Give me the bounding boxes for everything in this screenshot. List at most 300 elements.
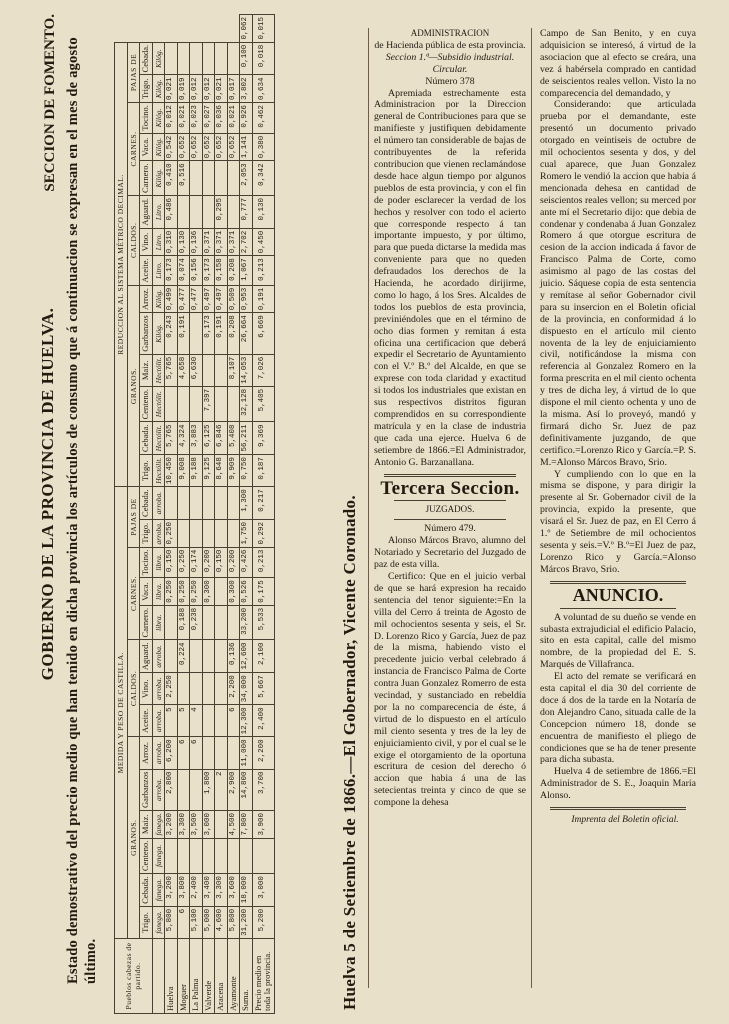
cell-castilla: 0,300	[202, 578, 215, 606]
text-column-2	[540, 28, 696, 827]
cell-suma: 0,926	[240, 103, 253, 134]
cell-metric: 10,450	[165, 455, 178, 487]
cell-medio	[252, 838, 274, 874]
juzgados-heading: JUZGADOS.	[425, 504, 475, 515]
cell-metric: 0,021	[177, 103, 190, 134]
cell-suma: 2,053	[240, 161, 253, 196]
cell-metric: 5,765	[165, 354, 178, 386]
column-divider-right	[531, 28, 532, 988]
divider	[560, 608, 676, 609]
col-header-castilla: Trigo.	[140, 519, 153, 547]
unit-metric: Kilóg.	[152, 313, 165, 354]
unit-metric: Litro.	[152, 195, 165, 228]
unit-castilla: libra.	[152, 547, 165, 578]
cell-empty	[215, 42, 228, 75]
cell-metric: 0,012	[190, 75, 203, 103]
cell-medio: 0,191	[252, 285, 274, 313]
cell-castilla	[215, 705, 228, 737]
table-row	[215, 15, 228, 1014]
cell-suma	[240, 838, 253, 874]
cell-castilla: 0,150	[215, 547, 228, 578]
cell-castilla	[227, 838, 240, 874]
cell-metric: 8,648	[215, 455, 228, 487]
cell-castilla	[165, 838, 178, 874]
cell-metric: 0,477	[190, 285, 203, 313]
cell-castilla	[177, 673, 190, 705]
cell-castilla	[202, 519, 215, 547]
cell-suma: 1,067	[240, 256, 253, 285]
col-header-castilla: Cebada.	[140, 874, 153, 907]
col-pueblos: Pueblos cabezas de partido.	[115, 939, 153, 1014]
cell-metric: 7,397	[202, 386, 215, 422]
cell-medio: 5,667	[252, 673, 274, 705]
cell-metric: 0,509	[227, 285, 240, 313]
cell-metric: 0,023	[190, 103, 203, 134]
cell-metric: 0,295	[215, 195, 228, 228]
col-header-metric: Aceite.	[140, 256, 153, 285]
text-column-1	[374, 28, 526, 809]
cell-castilla	[165, 605, 178, 640]
col-header-metric: Cebada.	[140, 42, 153, 75]
col-header-castilla: Cebada.	[140, 487, 153, 520]
cell-metric: 0,497	[202, 285, 215, 313]
grp-medida: MEDIDA Y PESO DE CASTILLA.	[115, 487, 128, 939]
cell-castilla	[215, 519, 228, 547]
cell-suma: 14,800	[240, 769, 253, 810]
unit-castilla: arroba.	[152, 705, 165, 737]
cell-suma: 33,200	[240, 605, 253, 640]
cell-castilla: 4	[190, 705, 203, 737]
cell-castilla: 2	[215, 769, 228, 810]
cell-metric: 0,652	[190, 133, 203, 161]
sub-granos-2: GRANOS.	[127, 285, 140, 487]
cell-castilla: 0,250	[165, 578, 178, 606]
cell-metric: 6,630	[190, 354, 203, 386]
cell-castilla	[227, 519, 240, 547]
cell-metric: 0,156	[190, 256, 203, 285]
cell-castilla	[215, 487, 228, 520]
rotated-table-section	[38, 0, 368, 1024]
cell-castilla	[227, 605, 240, 640]
cell-medio: 0,292	[252, 519, 274, 547]
cell-medio: 0,018	[252, 42, 274, 75]
row-name: La Palma	[190, 939, 203, 1014]
cell-metric: 9,008	[177, 455, 190, 487]
circular-body: Apremiada estrechamente esta Administracion por la Direccion general de Contribuciones para que se manifieste y justifiquen debidamente el número tan considerable de bajas de contribuyentes de la referida contribucion que vienen reclamándose desde hace algun tiempo por algunos pueblos de esta provincia, y con el fin de poder esclarecer la verdad de los hechos y resolver con todo el acierto que corresponde respecto á tan importante impuesto, y por último, para que pueda dictarse la medida mas conveniente para que no queden defraudados los derechos de la Hacienda, he acordado dirijirme, como lo hago, á los Sres. Alcaldes de todos los pueblos de esta provincia, previniéndoles que en el término de ocho dias formen y remitan á esta oficina una certificacion que deberá expedir el Secretario de Ayuntamiento con el V.º B.º del Alcalde, en que se exprese con toda claridad y exactitud si todos los industriales que existan en sus respectivos distritos figuran comprendidos en su correspondiente matrícula y en la clase de industria que cada una ejerce. Huelva 6 de setiembre de 1866.=El Administrador, Antonio G. Barzanallana.	[374, 87, 526, 468]
cell-metric: 0,136	[190, 228, 203, 256]
divider	[394, 519, 506, 520]
col-header-metric: Centeno.	[140, 386, 153, 422]
col-header-metric: Vino.	[140, 228, 153, 256]
cell-metric	[165, 386, 178, 422]
col-header-metric: Trigo.	[140, 455, 153, 487]
cell-suma: 3,802	[240, 75, 253, 103]
cell-castilla	[190, 769, 203, 810]
cell-suma: 7,800	[240, 811, 253, 839]
cell-castilla: 2,400	[190, 874, 203, 907]
unit-metric: Hectólit.	[152, 455, 165, 487]
col-header-castilla: Centeno.	[140, 838, 153, 874]
cell-metric: 0,371	[202, 228, 215, 256]
col-header-castilla: Aceite.	[140, 705, 153, 737]
divider	[384, 474, 516, 477]
col-header-castilla: Maiz.	[140, 811, 153, 839]
cell-castilla: 0,250	[190, 578, 203, 606]
cell-castilla	[215, 605, 228, 640]
table-row-suma	[240, 15, 253, 1014]
cell-castilla: 0,300	[227, 578, 240, 606]
cell-metric: 0,497	[215, 285, 228, 313]
cell-metric	[177, 386, 190, 422]
estado-heading: Estado demostrativo del precio medio que han tenido en dicha provincia los artículos de consumo que á continuacion se expresan en el mes de agosto último.	[65, 37, 99, 984]
cell-castilla: 3,200	[165, 874, 178, 907]
divider	[394, 500, 506, 501]
cell-castilla: 3,300	[177, 811, 190, 839]
cell-castilla	[202, 838, 215, 874]
grp-reduccion: REDUCCION AL SISTEMA MÉTRICO DECIMAL.	[115, 42, 128, 487]
col-header-metric: Vaca.	[140, 133, 153, 161]
col-header-metric: Trigo.	[140, 75, 153, 103]
cell-castilla: 4,600	[215, 906, 228, 938]
col-header-metric: Cebada.	[140, 422, 153, 455]
cell-castilla	[227, 487, 240, 520]
cell-metric	[215, 354, 228, 386]
cell-castilla: 3,200	[165, 811, 178, 839]
cell-castilla	[190, 487, 203, 520]
cell-castilla	[202, 673, 215, 705]
cell-metric	[227, 386, 240, 422]
cell-medio: 2,200	[252, 737, 274, 769]
cell-metric: 8,107	[227, 354, 240, 386]
unit-castilla: fanega.	[152, 906, 165, 938]
col-header-metric: Garbanzos	[140, 313, 153, 354]
cell-metric: 0,173	[202, 313, 215, 354]
cell-castilla: 2,200	[227, 673, 240, 705]
table-row	[190, 15, 203, 1014]
cell-metric: 0,027	[202, 103, 215, 134]
cell-castilla	[215, 811, 228, 839]
cell-castilla	[202, 640, 215, 673]
cell-metric: 0,477	[177, 285, 190, 313]
cell-castilla: 2,250	[165, 673, 178, 705]
col-header-castilla: Aguard.	[140, 640, 153, 673]
cell-castilla: 0,150	[165, 547, 178, 578]
cell-medio: 0,380	[252, 133, 274, 161]
row-name: Aracena	[215, 939, 228, 1014]
cell-castilla: 3,000	[202, 811, 215, 839]
cell-metric: 0,074	[177, 256, 190, 285]
cell-castilla: 6	[177, 906, 190, 938]
imprenta-label: Imprenta del Boletin oficial.	[571, 815, 679, 826]
row-name: Huelva	[165, 939, 178, 1014]
cell-suma: 31,200	[240, 906, 253, 938]
cell-castilla: 1,800	[202, 769, 215, 810]
cell-metric: 0,173	[165, 256, 178, 285]
cell-metric: 0,173	[202, 256, 215, 285]
cell-castilla: 3,400	[202, 874, 215, 907]
cell-castilla: 3,500	[190, 811, 203, 839]
cell-medio: 7,026	[252, 354, 274, 386]
numero-479: Número 479.	[424, 523, 476, 535]
cell-metric	[177, 195, 190, 228]
continuation-text: Campo de San Benito, y en cuya adquisicion se interesó, á virtud de la asociacion que al efecto se creára, una vez á habérsela comprado en cantidad de seiscientos reales vellon. Visto la no comparecencia del demandado, y	[540, 28, 696, 99]
col-header-castilla: Garbanzos	[140, 769, 153, 810]
cell-metric: 0,021	[227, 103, 240, 134]
cell-metric	[202, 195, 215, 228]
cell-castilla	[177, 838, 190, 874]
cell-metric: 0,017	[227, 75, 240, 103]
cell-metric: 0,208	[227, 313, 240, 354]
cell-metric	[227, 195, 240, 228]
cell-metric: 0,499	[165, 285, 178, 313]
cell-metric: 0,130	[177, 228, 190, 256]
cell-metric: 0,208	[227, 256, 240, 285]
cell-castilla	[177, 487, 190, 520]
cell-medio: 3,900	[252, 811, 274, 839]
cell-metric	[190, 195, 203, 228]
price-table	[114, 14, 275, 1014]
unit-metric: Litro.	[152, 228, 165, 256]
cell-suma: 11,000	[240, 737, 253, 769]
cell-metric: 0,021	[215, 75, 228, 103]
cell-metric	[190, 161, 203, 196]
cell-metric: 9,188	[190, 455, 203, 487]
unit-metric: Kilóg.	[152, 75, 165, 103]
considerando-body: Considerando: que articulada prueba por el demandante, este presentó un documento privado otorgado en veintiseis de octubre de mil ochocientos sesenta y dos, y del cual aparece, que Juan Gonzalez Romero le vendió la accion que habia á mencionada dehesa en cantidad de seiscientos reales vellon; su merced por ante mí el Secretario dijo: que debia de condenar y condenaba á Juan Gonzalez Romero á que otorgue escritura de cesion de la accion indicada á favor de Francisco Palma de Corte, como asimismo al pago de las costas del juicio. Sáquese copia de esta sentencia y remítase al señor Gobernador civil para su insercion en el Boletin oficial de la provincia, en conformidad á lo dispuesto en el artículo mil ciento noventa de la ley de enjuiciamiento civil, notificándose la misma con referencia al Gonzalez Romero en la forma prescrita en el mil ciento ochenta y tres de dicha ley, á virtud de lo que dispone el mil ciento ochenta y uno de la misma. Así lo proveyó, mandó y firmará dicho Sr. Juez de paz definitivamente juzgando, de que certifico.=Lorenzo Rico y García.=P. S. M.=Alonso Márcos Bravo, Srio.	[540, 99, 696, 468]
cell-medio: 0,130	[252, 195, 274, 228]
cell-castilla	[190, 838, 203, 874]
cell-castilla: 0,136	[227, 640, 240, 673]
cell-medio: 5,533	[252, 605, 274, 640]
cell-metric: 5,408	[227, 422, 240, 455]
unit-metric: Hectólit.	[152, 386, 165, 422]
col-header-metric: Arroz.	[140, 285, 153, 313]
unit-metric: Kilóg.	[152, 161, 165, 196]
col-header-castilla: Carnero.	[140, 605, 153, 640]
cell-metric	[190, 313, 203, 354]
gobierno-heading: GOBIERNO DE LA PROVINCIA DE HUELVA.	[38, 307, 57, 681]
unit-castilla: fanega.	[152, 874, 165, 907]
col-header-metric: Tocino.	[140, 103, 153, 134]
unit-castilla: fanega.	[152, 811, 165, 839]
cell-medio: 0,015	[252, 15, 274, 43]
cell-metric	[202, 161, 215, 196]
unit-metric: Hectólit.	[152, 354, 165, 386]
cell-metric: 0,652	[177, 133, 190, 161]
cell-medio: 0,450	[252, 228, 274, 256]
cell-castilla: 2,800	[165, 769, 178, 810]
anuncio-body: A voluntad de su dueño se vende en subasta extrajudicial el edificio Palacio, sito en esta capital, calle del mismo nombre, de la propiedad del E. S. Marqués de Villafranca.	[540, 611, 696, 671]
cell-metric: 4,658	[177, 354, 190, 386]
unit-metric: Kilóg.	[152, 42, 165, 75]
unit-castilla: arroba.	[152, 737, 165, 769]
cell-suma: 0,526	[240, 578, 253, 606]
column-divider-left	[368, 28, 369, 988]
unit-metric: Hectólit.	[152, 422, 165, 455]
cell-castilla	[227, 737, 240, 769]
divider	[550, 581, 686, 584]
row-name: Ayamonte	[227, 939, 240, 1014]
footer-signature-text: Huelva 5 de Setiembre de 1866.—El Gobernador, Vicente Coronado.	[340, 495, 359, 1010]
cell-metric: 0,516	[177, 161, 190, 196]
unit-castilla: libra.	[152, 605, 165, 640]
cell-medio: 2,100	[252, 640, 274, 673]
unit-castilla: fanega.	[152, 838, 165, 874]
cell-metric: 0,486	[165, 195, 178, 228]
anuncio-heading: ANUNCIO.	[572, 584, 664, 605]
admin-title: ADMINISTRACION	[410, 28, 490, 38]
cell-suma: 32,128	[240, 386, 253, 422]
unit-metric: Litro.	[152, 256, 165, 285]
cell-metric	[227, 161, 240, 196]
cell-castilla	[215, 737, 228, 769]
certifico-body: Certifico: Que en el juicio verbal de que se hará expresion ha recaido sentencia del tenor siguiente:=En la villa del Cerro á treinta de Agosto de mil ochocientos sesenta y seis, el Sr. D. Lorenzo Rico y García, Juez de paz de la misma, habiendo visto el precedente juicio verbal celebrado á instancia de Francisco Palma de Corte contra Juan Gonzalez Romerro de esta vecindad, y sustanciado en rebeldía por la no comparecencia de éste, á virtud de lo dispuesto en el artículo mil ciento sesenta y tres de la ley de enjuiciamiento civil, y por el cual se le exige el otorgamiento de la oportuna escritura de cesion del derecho ó accion que habia á una de las setecientas treinta y cinco de que se compone la dehesa	[374, 570, 526, 809]
cell-medio: 0,175	[252, 578, 274, 606]
col-header-metric: Carnero.	[140, 161, 153, 196]
col-header-metric: Aguard.	[140, 195, 153, 228]
col-header-castilla: Arroz.	[140, 737, 153, 769]
cell-castilla: 5	[177, 705, 190, 737]
unit-spacer	[152, 939, 165, 1014]
cell-castilla	[202, 605, 215, 640]
unit-castilla: arroba.	[152, 673, 165, 705]
cell-castilla: 4,500	[227, 811, 240, 839]
cell-castilla	[215, 640, 228, 673]
cell-suma: 56,211	[240, 422, 253, 455]
suma-label: Suma.	[240, 939, 253, 1014]
cell-castilla: 6	[190, 737, 203, 769]
cell-castilla	[177, 769, 190, 810]
cell-suma: 12,600	[240, 640, 253, 673]
medio-label: Precio medio en toda la provincia.	[252, 939, 274, 1014]
col-header-castilla: Tocino.	[140, 547, 153, 578]
cell-castilla: 5	[165, 705, 178, 737]
table-row	[177, 15, 190, 1014]
cell-castilla: 6	[177, 737, 190, 769]
cell-castilla	[202, 737, 215, 769]
cell-metric	[215, 161, 228, 196]
cell-suma: 1,750	[240, 519, 253, 547]
cell-suma: 1,141	[240, 133, 253, 161]
unit-metric: Kilóg.	[152, 133, 165, 161]
cell-medio: 0,342	[252, 161, 274, 196]
cell-empty	[165, 42, 178, 75]
cell-empty	[190, 42, 203, 75]
sub-caldos-1: CALDOS.	[127, 640, 140, 737]
cell-metric: 0,012	[165, 103, 178, 134]
row-name: Valverde	[202, 939, 215, 1014]
cell-castilla: 3,600	[227, 874, 240, 907]
unit-metric: Kilóg.	[152, 103, 165, 134]
seccion-line: Seccion 1.ª—Subsidio industrial.	[385, 51, 515, 63]
numero-378: Número 378	[425, 75, 475, 87]
cell-metric: 0,652	[202, 133, 215, 161]
admin-subtitle: de Hacienda pública de esta provincia.	[374, 39, 526, 51]
cell-castilla: 2,900	[227, 769, 240, 810]
cell-metric: 0,371	[227, 228, 240, 256]
cell-castilla: 0,200	[227, 547, 240, 578]
sub-pajas-2: PAJAS DE	[127, 42, 140, 102]
cell-castilla: 0,200	[202, 547, 215, 578]
cell-suma: 34,000	[240, 673, 253, 705]
cell-castilla: 0,224	[177, 640, 190, 673]
remate-body: El acto del remate se verificará en esta capital el dia 30 del corriente de doce á dos de la tarde en la Notaría de don Alejandro Cano, situada calle de la Concepcion número 18, donde se encuentra de manifiesto el pliego de condiciones que se ha de tener presente para dicha subasta.	[540, 671, 696, 766]
cell-castilla: 5,000	[202, 906, 215, 938]
seccion-fomento-heading: SECCION DE FOMENTO.	[42, 14, 58, 192]
cell-empty	[177, 42, 190, 75]
cell-suma: 18,000	[240, 874, 253, 907]
row-name: Moguer	[177, 939, 190, 1014]
cell-castilla	[215, 838, 228, 874]
sub-caldos-2: CALDOS.	[127, 195, 140, 285]
table-row-medio	[252, 15, 274, 1014]
cell-castilla: 5,800	[165, 906, 178, 938]
cell-metric	[215, 386, 228, 422]
sub-granos-1: GRANOS.	[127, 737, 140, 939]
cell-suma: 0,426	[240, 547, 253, 578]
cell-medio: 5,200	[252, 906, 274, 938]
cell-suma: 0,750	[240, 455, 253, 487]
cell-metric: 0,310	[165, 228, 178, 256]
footer-signature-line	[340, 0, 370, 1024]
cell-castilla	[215, 673, 228, 705]
cell-castilla	[190, 640, 203, 673]
cell-castilla	[202, 487, 215, 520]
cell-metric: 0,191	[215, 313, 228, 354]
cell-castilla: 0,174	[190, 547, 203, 578]
cell-metric	[190, 386, 203, 422]
cell-metric: 6,846	[215, 422, 228, 455]
circular-label: Circular.	[432, 63, 468, 75]
cell-medio: 0,634	[252, 75, 274, 103]
cell-castilla	[165, 487, 178, 520]
table-row	[165, 15, 178, 1014]
cell-metric: 0,191	[177, 313, 190, 354]
cell-metric: 5,765	[165, 422, 178, 455]
cell-castilla: 6,200	[165, 737, 178, 769]
cell-metric: 0,019	[177, 75, 190, 103]
cell-metric: 6,125	[202, 422, 215, 455]
unit-castilla: arroba.	[152, 519, 165, 547]
cell-medio: 0,217	[252, 487, 274, 520]
sub-pajas-1: PAJAS DE	[127, 487, 140, 547]
cell-castilla	[202, 705, 215, 737]
cell-castilla: 0,250	[177, 578, 190, 606]
cell-medio: 0,187	[252, 455, 274, 487]
cell-metric: 3,883	[190, 422, 203, 455]
cell-castilla: 0,250	[165, 519, 178, 547]
unit-castilla: arroba.	[152, 769, 165, 810]
table-row	[202, 15, 215, 1014]
cell-castilla: 3,300	[215, 874, 228, 907]
cell-castilla: 0,188	[177, 605, 190, 640]
cell-suma: 26,664	[240, 313, 253, 354]
col-header-castilla: Trigo.	[140, 906, 153, 938]
cumpliendo-body: Y cumpliendo con lo que en la misma se dispone, y para dirigir la presente al Sr. Gobernador civil de la provincia, expido la presente, que visará el Sr. Juez de paz, en El Cerro á 1.º de Setiembre de mil ochocientos sesenta y seis.=V.º B.º=El Juez de paz, Lorenzo Rico y García.=Alonso Márcos Bravo, Srio.	[540, 468, 696, 575]
cell-metric: 0,652	[215, 133, 228, 161]
cell-medio: 5,405	[252, 386, 274, 422]
cell-medio: 3,700	[252, 769, 274, 810]
cell-castilla	[190, 519, 203, 547]
table-row	[227, 15, 240, 1014]
cell-suma: 12,300	[240, 705, 253, 737]
cell-medio: 0,462	[252, 103, 274, 134]
cell-medio: 3,000	[252, 874, 274, 907]
cell-castilla	[190, 673, 203, 705]
cell-metric	[202, 354, 215, 386]
cell-suma: 0,100	[240, 42, 253, 75]
col-header-castilla: Vaca.	[140, 578, 153, 606]
